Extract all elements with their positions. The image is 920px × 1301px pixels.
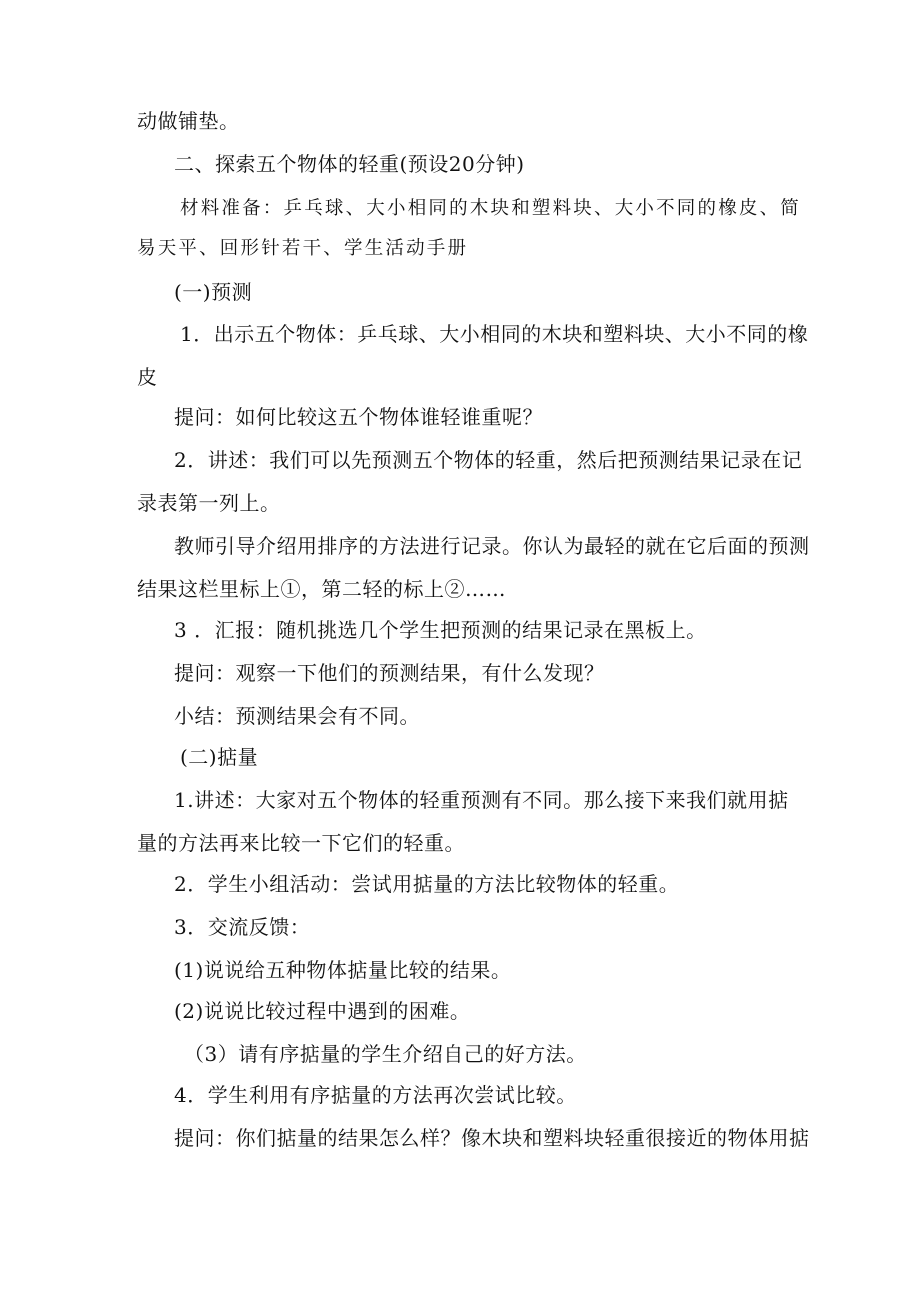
subsection-heading: (二)掂量	[180, 745, 259, 769]
subsection-heading: (一)预测	[174, 280, 253, 304]
text-line: （3）请有序掂量的学生介绍自己的好方法。	[184, 1042, 587, 1066]
text-line: 结果这栏里标上①，第二轻的标上②……	[137, 577, 506, 601]
text-line: 提问：如何比较这五个物体谁轻谁重呢？	[174, 405, 543, 429]
text-line: 动做铺垫。	[137, 109, 240, 133]
text-line: 录表第一列上。	[137, 491, 281, 515]
text-line: (1)说说给五种物体掂量比较的结果。	[174, 958, 512, 982]
text-line: 小结：预测结果会有不同。	[174, 704, 420, 728]
text-line: 皮	[137, 365, 158, 389]
text-line: 教师引导介绍用排序的方法进行记录。你认为最轻的就在它后面的预测	[174, 534, 810, 558]
text-line: 1．出示五个物体：乒乓球、大小相同的木块和塑料块、大小不同的橡	[180, 322, 809, 346]
text-line: 2．讲述：我们可以先预测五个物体的轻重，然后把预测结果记录在记	[174, 448, 803, 472]
text-line: 3 ．汇报：随机挑选几个学生把预测的结果记录在黑板上。	[174, 618, 707, 642]
text-line: 量的方法再来比较一下它们的轻重。	[137, 831, 465, 855]
section-heading: 二、探索五个物体的轻重(预设20分钟)	[174, 152, 525, 176]
text-line: 提问：你们掂量的结果怎么样？像木块和塑料块轻重很接近的物体用掂	[174, 1126, 810, 1150]
text-line: 3．交流反馈：	[174, 915, 311, 939]
text-line: 提问：观察一下他们的预测结果，有什么发现？	[174, 661, 605, 685]
text-line: (2)说说比较过程中遇到的困难。	[174, 999, 471, 1023]
materials-line: 材料准备：乒乓球、大小相同的木块和塑料块、大小不同的橡皮、简	[180, 198, 802, 219]
text-line: 2．学生小组活动：尝试用掂量的方法比较物体的轻重。	[174, 872, 680, 896]
materials-line: 易天平、回形针若干、学生活动手册	[137, 238, 469, 259]
text-line: 4．学生利用有序掂量的方法再次尝试比较。	[174, 1083, 577, 1107]
text-line: 1.讲述：大家对五个物体的轻重预测有不同。那么接下来我们就用掂	[174, 788, 789, 812]
